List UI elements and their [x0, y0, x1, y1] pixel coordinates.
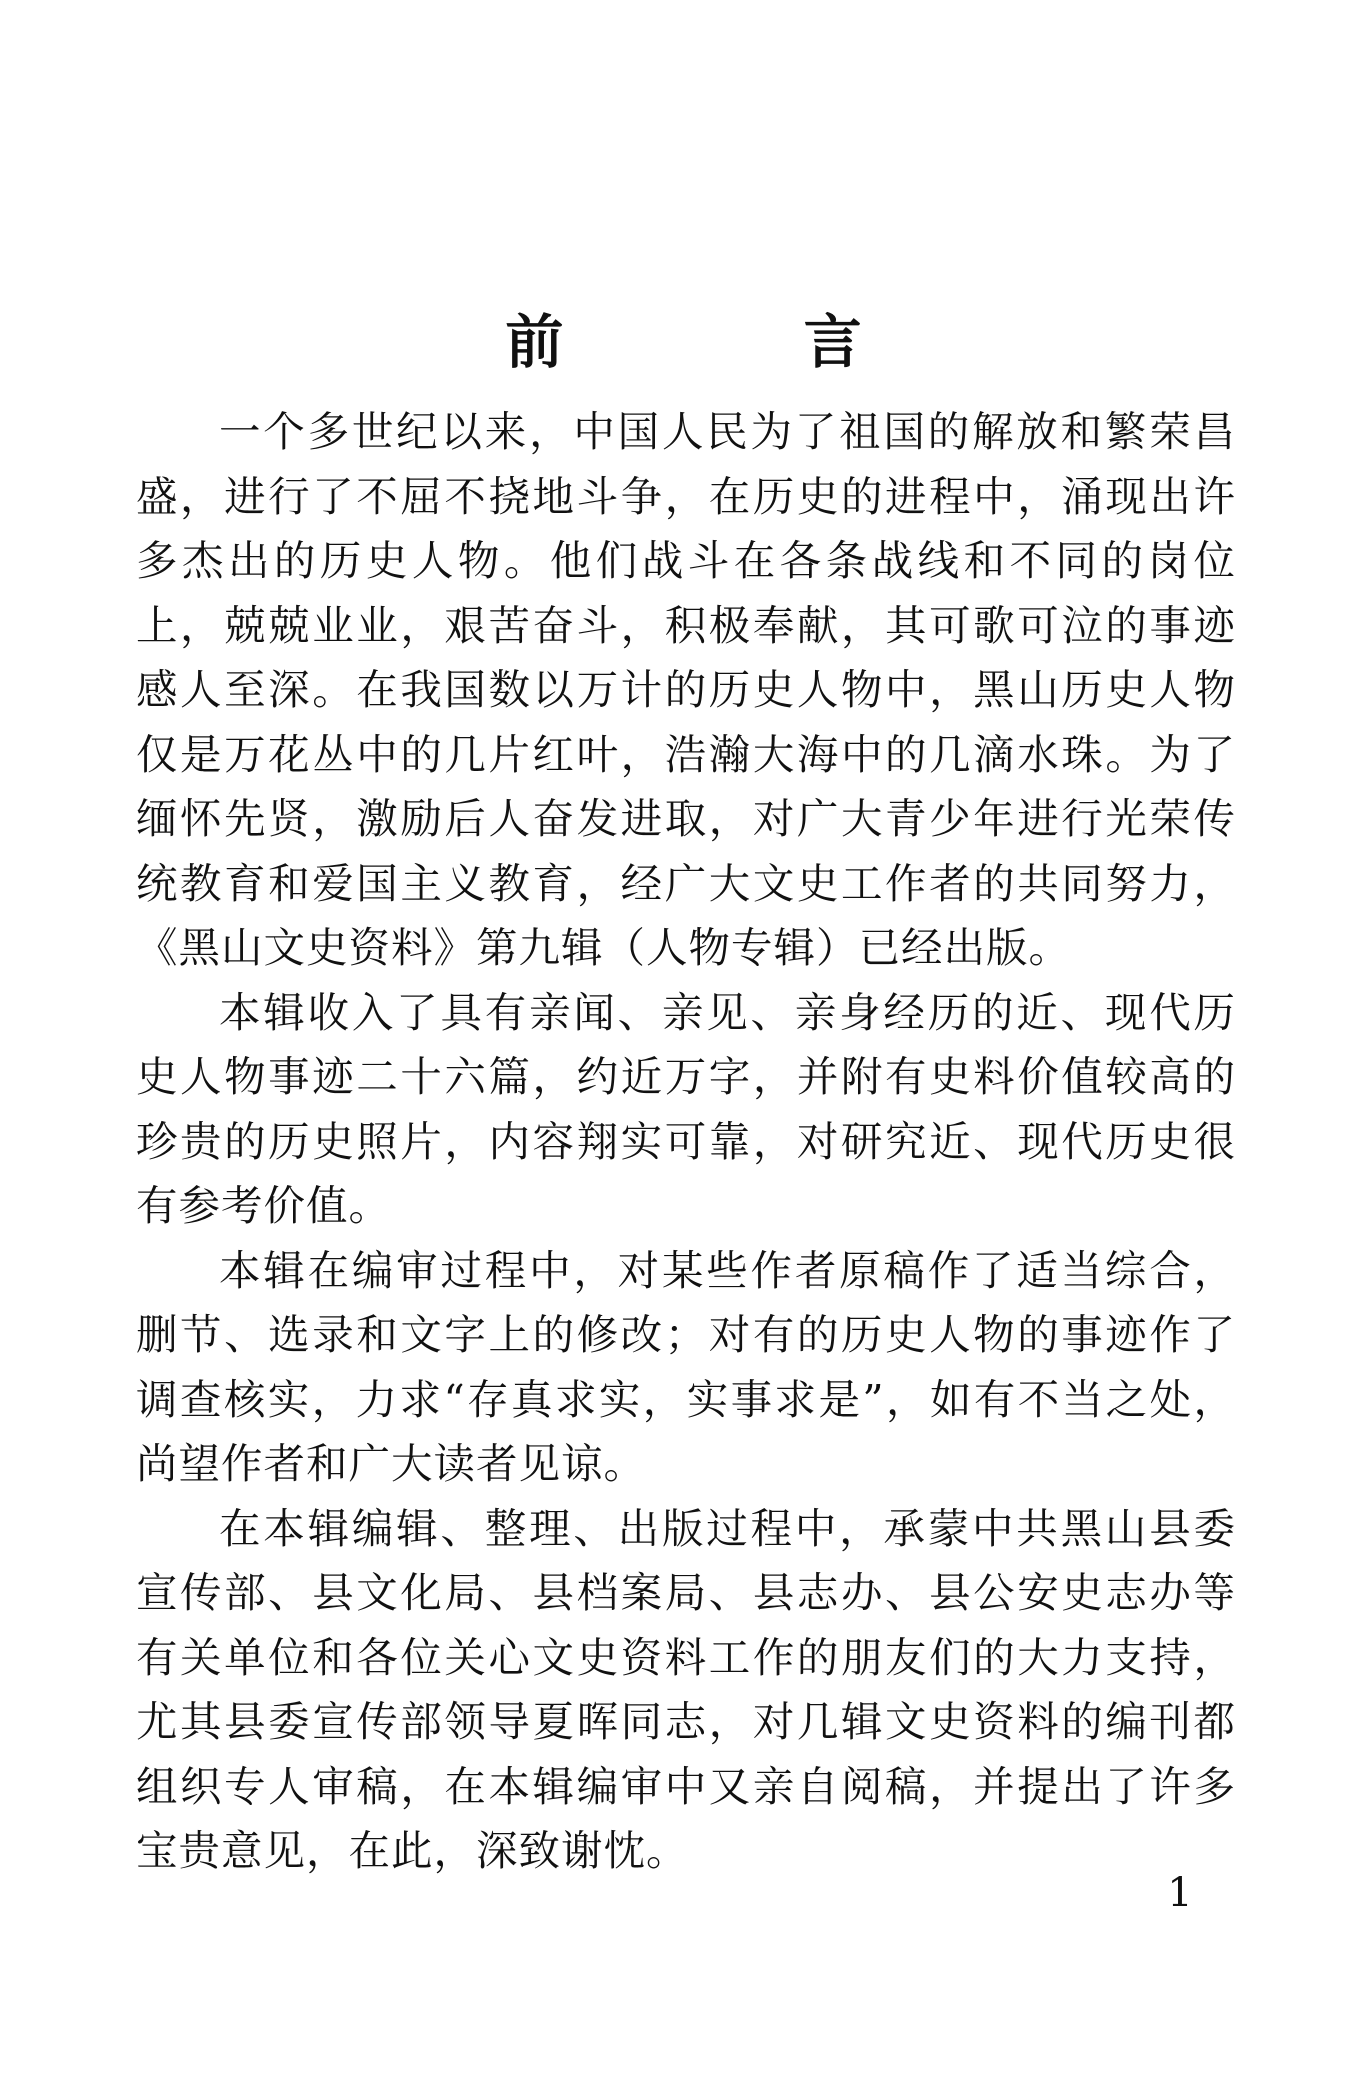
- page-number: 1: [1167, 1870, 1193, 1916]
- paragraph: 本辑在编审过程中，对某些作者原稿作了适当综合，删节、选录和文字上的修改；对有的历史人物的事迹作了调查核实，力求“存真求实，实事求是”，如有不当之处，尚望作者和广大读者见谅。: [136, 1245, 1236, 1488]
- paragraph: 在本辑编辑、整理、出版过程中，承蒙中共黑山县委宣传部、县文化局、县档案局、县志办、县公安史志办等有关单位和各位关心文史资料工作的朋友们的大力支持，尤其县委宣传部领导夏晖同志，对几辑文史资料的编刊都组织专人审稿，在本辑编审中又亲自阅稿，并提出了许多宝贵意见，在此，深致谢忱。: [136, 1503, 1236, 1875]
- paragraph: 本辑收入了具有亲闻、亲见、亲身经历的近、现代历史人物事迹二十六篇，约近万字，并附有史料价值较高的珍贵的历史照片，内容翔实可靠，对研究近、现代历史很有参考价值。: [136, 987, 1236, 1230]
- preface-body: [136, 400, 1236, 1884]
- page-title: 前 言: [505, 307, 972, 376]
- paragraph: 一个多世纪以来，中国人民为了祖国的解放和繁荣昌盛，进行了不屈不挠地斗争，在历史的进程中，涌现出许多杰出的历史人物。他们战斗在各条战线和不同的岗位上，兢兢业业，艰苦奋斗，积极奉献，其可歌可泣的事迹感人至深。在我国数以万计的历史人物中，黑山历史人物仅是万花丛中的几片红叶，浩瀚大海中的几滴水珠。为了缅怀先贤，激励后人奋发进取，对广大青少年进行光荣传统教育和爱国主义教育，经广大文史工作者的共同努力，《黑山文史资料》第九辑（人物专辑）已经出版。: [136, 407, 1236, 972]
